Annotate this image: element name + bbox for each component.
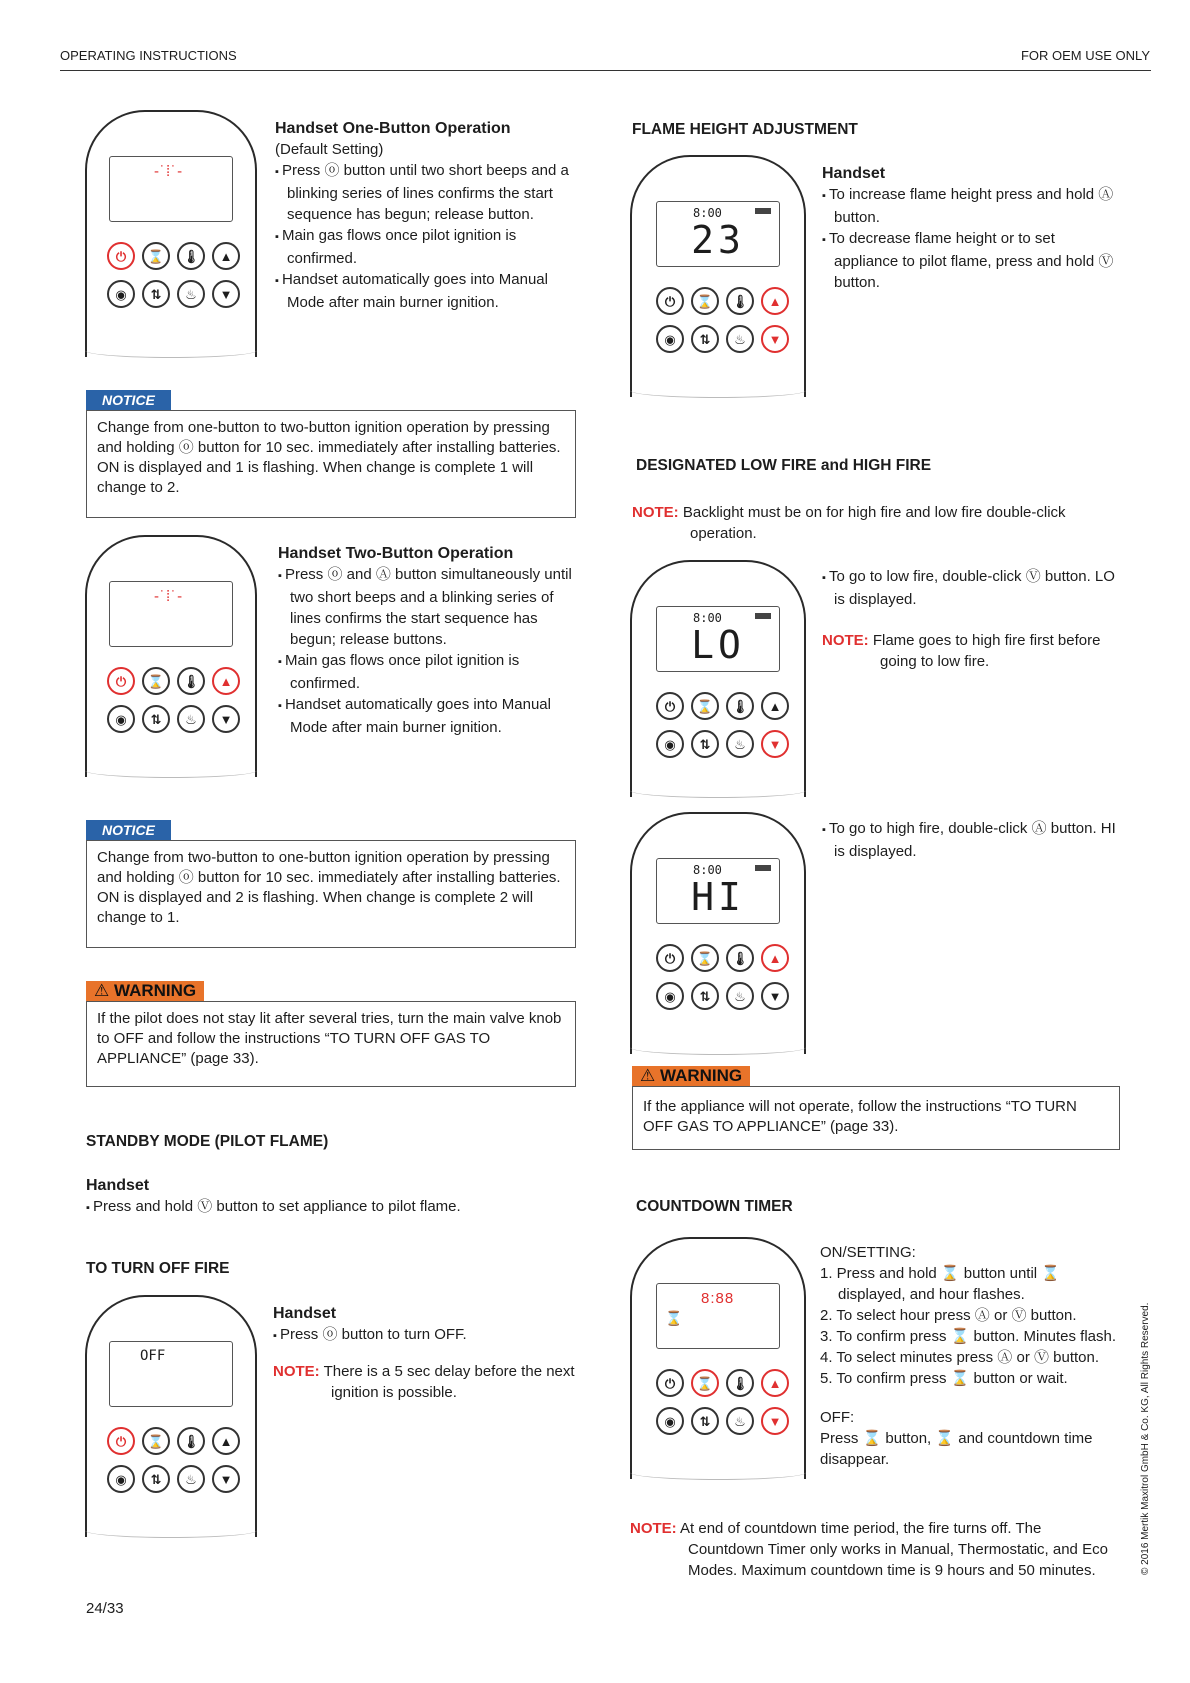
warning-tag: ⚠ WARNING xyxy=(86,981,204,1001)
thermometer-icon: 🌡 xyxy=(726,944,754,972)
one-button-section xyxy=(275,118,580,313)
flame-icon: ♨ xyxy=(177,1465,205,1493)
timer-icon: ⌛ xyxy=(691,1369,719,1397)
mode-icon: ◉ xyxy=(107,1465,135,1493)
bullet: ▪ Press ⓞ button to turn OFF. xyxy=(273,1324,578,1347)
step: 1. Press and hold ⌛ button until ⌛ displayed, and hour flashes. xyxy=(820,1265,1060,1303)
remote-lcd xyxy=(656,858,780,924)
fan-icon: ⇅ xyxy=(142,705,170,733)
lcd-text: OFF xyxy=(140,1348,166,1364)
warning-tag: ⚠ WARNING xyxy=(632,1066,750,1086)
up-arrow-icon: ▲ xyxy=(212,242,240,270)
down-arrow-icon: ▼ xyxy=(761,325,789,353)
note-label: NOTE: xyxy=(273,1363,320,1380)
bullet: ▪ Press ⓞ and Ⓐ button simultaneously until two short beeps and a blinking series of lines confirms the start sequence has begun; release buttons. xyxy=(278,564,578,650)
countdown-note xyxy=(630,1518,1120,1581)
remote-button-row-bottom xyxy=(656,730,789,758)
down-arrow-icon: ▼ xyxy=(212,705,240,733)
header-divider xyxy=(60,70,1151,71)
fan-icon: ⇅ xyxy=(691,1407,719,1435)
lcd-clock: 8:00 xyxy=(693,611,722,625)
timer-icon: ⌛ xyxy=(691,944,719,972)
turn-off-section xyxy=(273,1303,578,1403)
remote-button-row-bottom xyxy=(107,280,240,308)
remote-button-row-bottom xyxy=(107,705,240,733)
thermometer-icon: 🌡 xyxy=(177,667,205,695)
note-label: NOTE: xyxy=(822,632,869,649)
power-icon: ⏻ xyxy=(656,944,684,972)
low-high-note xyxy=(632,502,1127,544)
fan-icon: ⇅ xyxy=(691,730,719,758)
note-label: NOTE: xyxy=(630,1520,677,1537)
timer-icon: ⌛ xyxy=(691,692,719,720)
up-arrow-icon: ▲ xyxy=(212,1427,240,1455)
low-fire-section xyxy=(822,566,1122,672)
down-arrow-icon: ▼ xyxy=(761,730,789,758)
bullet: ▪ Handset automatically goes into Manual Mode after main burner ignition. xyxy=(278,694,578,738)
power-icon: ⏻ xyxy=(656,692,684,720)
power-icon: ⏻ xyxy=(107,242,135,270)
flame-icon: ♨ xyxy=(726,1407,754,1435)
note xyxy=(273,1361,578,1403)
countdown-section xyxy=(820,1242,1120,1470)
lcd-clock: 8:00 xyxy=(693,206,722,220)
header-left: OPERATING INSTRUCTIONS xyxy=(60,48,237,63)
fan-icon: ⇅ xyxy=(142,1465,170,1493)
battery-icon xyxy=(755,613,771,619)
hourglass-icon: ⌛ xyxy=(665,1310,683,1326)
remote-illustration-countdown xyxy=(630,1237,806,1479)
timer-icon: ⌛ xyxy=(142,1427,170,1455)
bullet: ▪ To increase flame height press and hold Ⓐ button. xyxy=(822,184,1122,228)
remote-lcd xyxy=(109,1341,233,1407)
off-text: Press ⌛ button, ⌛ and countdown time disappear. xyxy=(820,1430,1093,1468)
up-arrow-icon: ▲ xyxy=(761,944,789,972)
remote-lcd xyxy=(656,1283,780,1349)
on-setting-label: ON/SETTING: xyxy=(820,1244,916,1261)
note-text: Flame goes to high fire first before going to low fire. xyxy=(872,632,1101,670)
note-text: There is a 5 sec delay before the next ignition is possible. xyxy=(323,1363,575,1401)
section-subtitle: (Default Setting) xyxy=(275,141,384,158)
remote-button-row-bottom xyxy=(656,325,789,353)
up-arrow-icon: ▲ xyxy=(212,667,240,695)
fan-icon: ⇅ xyxy=(142,280,170,308)
bullet: ▪ Press and hold Ⓥ button to set appliance to pilot flame. xyxy=(86,1196,586,1219)
step: 2. To select hour press Ⓐ or Ⓥ button. xyxy=(820,1307,1077,1324)
remote-button-row-top xyxy=(656,944,789,972)
note-text: Backlight must be on for high fire and low fire double-click operation. xyxy=(682,504,1066,542)
note xyxy=(822,630,1122,672)
power-icon: ⏻ xyxy=(107,1427,135,1455)
remote-button-row-bottom xyxy=(656,1407,789,1435)
section-title: Handset One-Button Operation xyxy=(275,120,511,137)
mode-icon: ◉ xyxy=(656,1407,684,1435)
down-arrow-icon: ▼ xyxy=(212,1465,240,1493)
down-arrow-icon: ▼ xyxy=(212,280,240,308)
remote-button-row-bottom xyxy=(656,982,789,1010)
thermometer-icon: 🌡 xyxy=(726,692,754,720)
off-label: OFF: xyxy=(820,1409,855,1426)
section-title: Handset Two-Button Operation xyxy=(278,545,514,562)
remote-lcd xyxy=(109,156,233,222)
lcd-value: 23 xyxy=(691,218,745,262)
warning-box: If the appliance will not operate, follow the instructions “TO TURN OFF GAS TO APPLIANCE” (page 33). xyxy=(632,1086,1120,1150)
remote-button-row-top xyxy=(656,287,789,315)
section-subtitle: Handset xyxy=(822,165,886,182)
remote-illustration-flame-height xyxy=(630,155,806,397)
thermometer-icon: 🌡 xyxy=(726,287,754,315)
blinking-lines-icon: -˙⁞˙- xyxy=(154,163,184,180)
battery-icon xyxy=(755,208,771,214)
standby-section xyxy=(86,1175,586,1219)
thermometer-icon: 🌡 xyxy=(177,1427,205,1455)
remote-button-row-bottom xyxy=(107,1465,240,1493)
remote-illustration-two-button xyxy=(85,535,257,777)
notice-box: Change from one-button to two-button ignition operation by pressing and holding ⓞ button for 10 sec. immediately after installing batteries. ON is displayed and 1 is flashing. When change is complete 1 will change to 2. xyxy=(86,410,576,518)
notice-tag: NOTICE xyxy=(86,820,171,840)
up-arrow-icon: ▲ xyxy=(761,1369,789,1397)
power-icon: ⏻ xyxy=(107,667,135,695)
section-subtitle: Handset xyxy=(86,1177,150,1194)
bullet: ▪ Main gas flows once pilot ignition is confirmed. xyxy=(278,650,578,694)
mode-icon: ◉ xyxy=(656,730,684,758)
remote-illustration-high-fire xyxy=(630,812,806,1054)
remote-lcd xyxy=(656,201,780,267)
down-arrow-icon: ▼ xyxy=(761,1407,789,1435)
lcd-clock: 8:00 xyxy=(693,863,722,877)
remote-button-row-top xyxy=(656,1369,789,1397)
countdown-heading: COUNTDOWN TIMER xyxy=(636,1198,793,1215)
bullet: ▪ Press ⓞ button until two short beeps and a blinking series of lines confirms the start sequence has begun; release button. xyxy=(275,160,580,225)
page-number: 24/33 xyxy=(86,1600,124,1617)
bullet: ▪ To go to low fire, double-click Ⓥ button. LO is displayed. xyxy=(822,566,1122,610)
notice-tag: NOTICE xyxy=(86,390,171,410)
thermometer-icon: 🌡 xyxy=(726,1369,754,1397)
bullet: ▪ Handset automatically goes into Manual Mode after main burner ignition. xyxy=(275,269,580,313)
lcd-value: HI xyxy=(691,875,745,919)
lcd-timer-flashing: 8:88 xyxy=(701,1290,735,1307)
high-fire-section xyxy=(822,818,1122,862)
lcd-value: LO xyxy=(691,623,745,667)
step: 5. To confirm press ⌛ button or wait. xyxy=(820,1370,1068,1387)
remote-lcd xyxy=(656,606,780,672)
remote-illustration-one-button xyxy=(85,110,257,357)
remote-illustration-off xyxy=(85,1295,257,1537)
remote-illustration-low-fire xyxy=(630,560,806,797)
step: 3. To confirm press ⌛ button. Minutes flash. xyxy=(820,1328,1117,1345)
warning-box: If the pilot does not stay lit after several tries, turn the main valve knob to OFF and follow the instructions “TO TURN OFF GAS TO APPLIANCE” (page 33). xyxy=(86,1001,576,1087)
standby-heading: STANDBY MODE (PILOT FLAME) xyxy=(86,1133,329,1150)
mode-icon: ◉ xyxy=(107,705,135,733)
header-right: FOR OEM USE ONLY xyxy=(1020,48,1150,63)
thermometer-icon: 🌡 xyxy=(177,242,205,270)
remote-button-row-top xyxy=(107,1427,240,1455)
timer-icon: ⌛ xyxy=(142,667,170,695)
remote-button-row-top xyxy=(656,692,789,720)
up-arrow-icon: ▲ xyxy=(761,287,789,315)
remote-button-row-top xyxy=(107,242,240,270)
flame-icon: ♨ xyxy=(726,982,754,1010)
blinking-lines-icon: -˙⁞˙- xyxy=(154,588,184,605)
flame-icon: ♨ xyxy=(726,325,754,353)
bullet: ▪ To go to high fire, double-click Ⓐ button. HI is displayed. xyxy=(822,818,1122,862)
notice-box: Change from two-button to one-button ignition operation by pressing and holding ⓞ button for 10 sec. immediately after installing batteries. ON is displayed and 2 is flashing. When change is complete 2 will change to 1. xyxy=(86,840,576,948)
power-icon: ⏻ xyxy=(656,287,684,315)
timer-icon: ⌛ xyxy=(142,242,170,270)
low-high-heading: DESIGNATED LOW FIRE and HIGH FIRE xyxy=(636,457,932,474)
flame-icon: ♨ xyxy=(726,730,754,758)
turn-off-heading: TO TURN OFF FIRE xyxy=(86,1260,230,1277)
remote-button-row-top xyxy=(107,667,240,695)
flame-icon: ♨ xyxy=(177,280,205,308)
timer-icon: ⌛ xyxy=(691,287,719,315)
bullet: ▪ Main gas flows once pilot ignition is confirmed. xyxy=(275,225,580,269)
fan-icon: ⇅ xyxy=(691,982,719,1010)
two-button-section xyxy=(278,543,578,738)
down-arrow-icon: ▼ xyxy=(761,982,789,1010)
copyright-notice: © 2016 Mertik Maxitrol GmbH & Co. KG, All Rights Reserved. xyxy=(1140,1302,1151,1575)
step: 4. To select minutes press Ⓐ or Ⓥ button. xyxy=(820,1349,1100,1366)
note-text: At end of countdown time period, the fire turns off. The Countdown Timer only works in Manual, Thermostatic, and Eco Modes. Maximum countdown time is 9 hours and 50 minutes. xyxy=(680,1520,1108,1579)
flame-height-section xyxy=(822,163,1122,293)
note-label: NOTE: xyxy=(632,504,679,521)
section-subtitle: Handset xyxy=(273,1305,337,1322)
mode-icon: ◉ xyxy=(656,982,684,1010)
power-icon: ⏻ xyxy=(656,1369,684,1397)
mode-icon: ◉ xyxy=(107,280,135,308)
bullet: ▪ To decrease flame height or to set appliance to pilot flame, press and hold Ⓥ button. xyxy=(822,228,1122,293)
flame-height-heading: FLAME HEIGHT ADJUSTMENT xyxy=(632,121,858,138)
battery-icon xyxy=(755,865,771,871)
mode-icon: ◉ xyxy=(656,325,684,353)
fan-icon: ⇅ xyxy=(691,325,719,353)
up-arrow-icon: ▲ xyxy=(761,692,789,720)
remote-lcd xyxy=(109,581,233,647)
flame-icon: ♨ xyxy=(177,705,205,733)
